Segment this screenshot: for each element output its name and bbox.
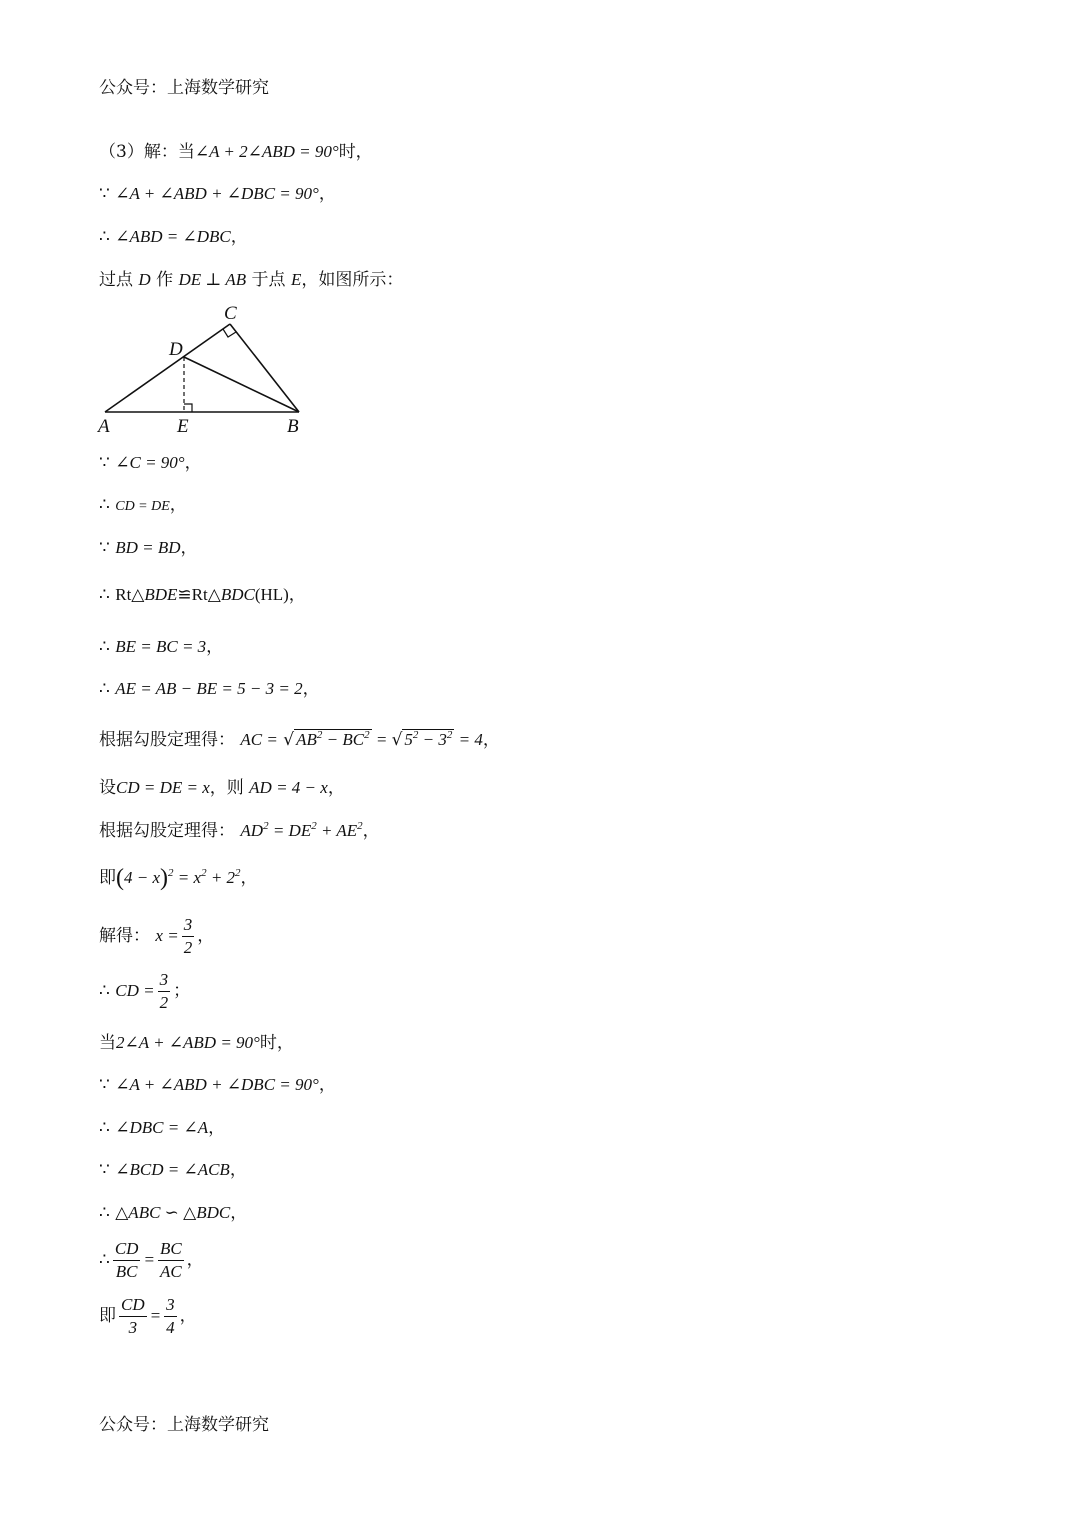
solution-line-21: ∴ △ABC ∽ △BDC， bbox=[99, 1203, 248, 1223]
solution-line-23: 即 $\frac{CD}{3}$ = $\frac{3}{4}$ ， bbox=[99, 1295, 197, 1337]
segment-ac bbox=[105, 324, 230, 412]
solution-line-13: 根据勾股定理得： $AD^2 = DE^2 + AE^2$， bbox=[99, 820, 380, 841]
label-a: A bbox=[98, 416, 110, 437]
solution-line-18: ∵ ∠A + ∠ABD + ∠DBC = 90°， bbox=[99, 1075, 336, 1095]
label-b: B bbox=[287, 416, 299, 437]
solution-line-20: ∵ ∠BCD = ∠ACB， bbox=[99, 1160, 247, 1180]
because-symbol: ∵ bbox=[99, 184, 110, 204]
solution-line-15: 解得： x = $\frac{3}{2}$ ， bbox=[99, 915, 215, 957]
solution-line-16: ∴ CD = $\frac{3}{2}$ ； bbox=[99, 970, 191, 1012]
solution-line-11: 根据勾股定理得： AC = √ $AB^2 - BC^2$ = √ $5^2 - 3^2 = 4$， bbox=[99, 729, 500, 750]
solution-line-7: ∵ BD = BD， bbox=[99, 538, 198, 558]
triangle-figure bbox=[95, 300, 315, 440]
solution-line-6: ∴ CD = DE， bbox=[99, 495, 187, 515]
segment-db bbox=[184, 357, 299, 412]
solution-line-19: ∴ ∠DBC = ∠A， bbox=[99, 1118, 226, 1138]
label-d: D bbox=[169, 339, 183, 360]
solution-line-17: 当2∠A + ∠ABD = 90°时， bbox=[99, 1033, 294, 1053]
solution-line-2: ∵ ∠A + ∠ABD + ∠DBC = 90°， bbox=[99, 184, 336, 204]
solution-line-5: ∵ ∠C = 90°， bbox=[99, 453, 202, 473]
header-text: 公众号：上海数学研究 bbox=[99, 78, 269, 98]
segment-cb bbox=[230, 324, 299, 412]
solution-line-4: 过点 D 作 DE ⊥ AB 于点 E，如图所示： bbox=[99, 270, 404, 290]
label-c: C bbox=[224, 303, 237, 324]
footer-text: 公众号：上海数学研究 bbox=[99, 1415, 269, 1435]
solution-line-22: ∴ $\frac{CD}{BC}$ = $\frac{BC}{AC}$ ， bbox=[99, 1239, 204, 1281]
label-e: E bbox=[177, 416, 189, 437]
solution-line-8: ∴ Rt△BDE≌Rt△BDC(HL)， bbox=[99, 585, 306, 605]
right-angle-e bbox=[184, 404, 192, 412]
solution-line-1: （3）解：当∠A + 2∠ABD = 90°时， bbox=[99, 142, 373, 162]
therefore-symbol: ∴ bbox=[99, 227, 110, 247]
solution-line-12: 设CD = DE = x，则 AD = 4 − x， bbox=[99, 778, 345, 798]
solution-line-3: ∴ ∠ABD = ∠DBC， bbox=[99, 227, 248, 247]
solution-line-14: 即$(4 - x)^2 = x^2 + 2^2$， bbox=[99, 865, 258, 891]
solution-line-9: ∴ BE = BC = 3， bbox=[99, 637, 224, 657]
solution-line-10: ∴ AE = AB − BE = 5 − 3 = 2， bbox=[99, 679, 320, 699]
